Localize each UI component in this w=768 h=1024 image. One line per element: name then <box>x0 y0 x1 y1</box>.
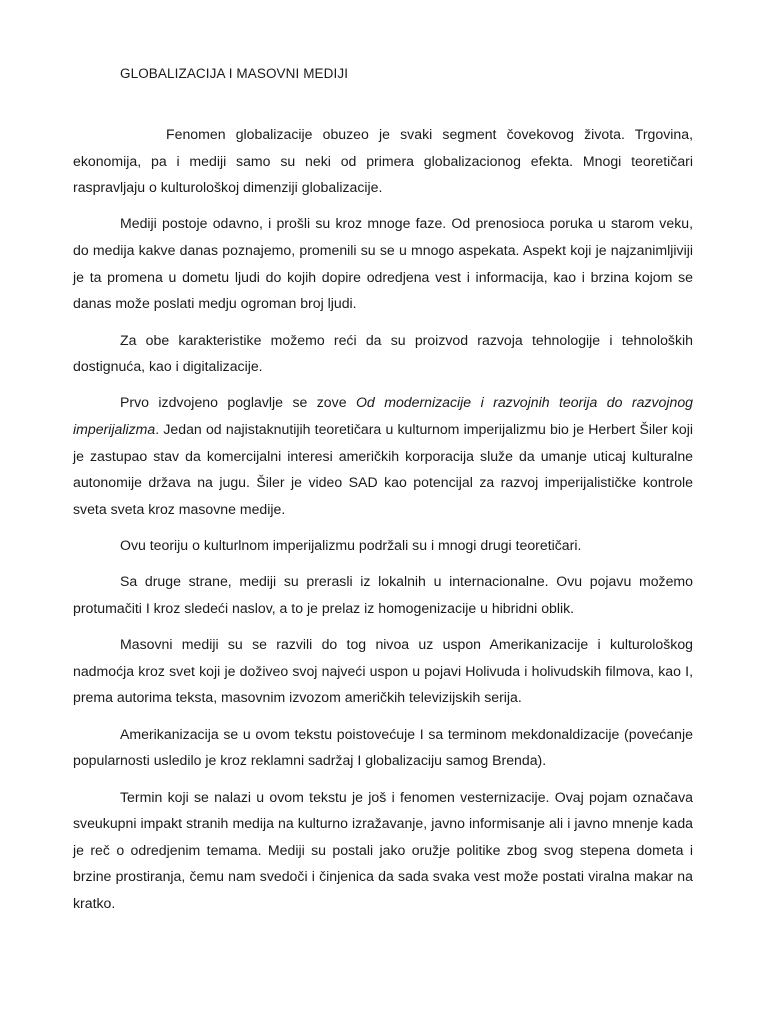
paragraph-text: . Jedan od najistaknutijih teoretičara u kulturnom imperijalizmu bio je Herbert Šiler koji je zastupao stav da komercijalni interesi američkih korporacija služe da umanje uticaj kulturalne autonomije država na jugu. Šiler je video SAD kao potencijal za razvoj imperijalističke kontrole sveta sveta kroz masovne medije. <box>73 421 693 517</box>
paragraph <box>73 389 693 522</box>
paragraph: Ovu teoriju o kulturlnom imperijalizmu podržali su i mnogi drugi teoretičari. <box>120 537 582 554</box>
paragraph: Masovni mediji su se razvili do tog nivoa uz uspon Amerikanizacije i kulturološkog nadmoćja kroz svet koji je doživeo svoj najveći uspon u pojavi Holivuda i holivudskih filmova, kao I, prema autorima teksta, masovnim izvozom američkih televizijskih serija. <box>73 636 693 706</box>
paragraph: Za obe karakteristike možemo reći da su proizvod razvoja tehnologije i tehnoloških dostignuća, kao i digitalizacije. <box>73 331 693 375</box>
paragraph: Amerikanizacija se u ovom tekstu poistovećuje I sa terminom mekdonaldizacije (povećanje popularnosti usledilo je kroz reklamni sadržaj I globalizaciju samog Brenda). <box>73 725 693 769</box>
paragraph-text: Prvo izdvojeno poglavlje se zove <box>120 394 356 411</box>
chapter-title-italic: Od modernizacije i razvojnih teorija do razvojnog imperijalizma <box>73 394 693 437</box>
paragraph: Sa druge strane, mediji su prerasli iz lokalnih u internacionalne. Ovu pojavu možemo protumačiti I kroz sledeći naslov, a to je prelaz iz homogenizacije u hibridni oblik. <box>73 573 693 616</box>
paragraph: Fenomen globalizacije obuzeo je svaki segment čovekovog života. Trgovina, ekonomija, pa i mediji samo su neki od primera globalizacionog efekta. Mnogi teoretičari raspravljaju o kulturološkoj dimenziji globalizacije. <box>73 126 693 196</box>
paragraph: Mediji postoje odavno, i prošli su kroz mnoge faze. Od prenosioca poruka u starom veku, do medija kakve danas poznajemo, promenili su se u mnogo aspekata. Aspekt koji je najzanimljiviji je ta promena u dometu ljudi do kojih dopire odredjena vest i informacija, kao i brzina kojom se danas može poslati medju ogroman broj ljudi. <box>73 215 693 312</box>
document-title: GLOBALIZACIJA I MASOVNI MEDIJI <box>120 66 349 81</box>
document-body <box>73 121 693 926</box>
paragraph: Termin koji se nalazi u ovom tekstu je još i fenomen vesternizacije. Ovaj pojam označava sveukupni impakt stranih medija na kulturno izražavanje, javno informisanje ali i javno mnenje kada je reč o odredjenim temama. Mediji su postali jako oružje politike zbog svog stepena dometa i brzine prostiranja, čemu nam svedoči i činjenica da sada svaka vest može postati viralna makar na kratko. <box>73 788 693 911</box>
